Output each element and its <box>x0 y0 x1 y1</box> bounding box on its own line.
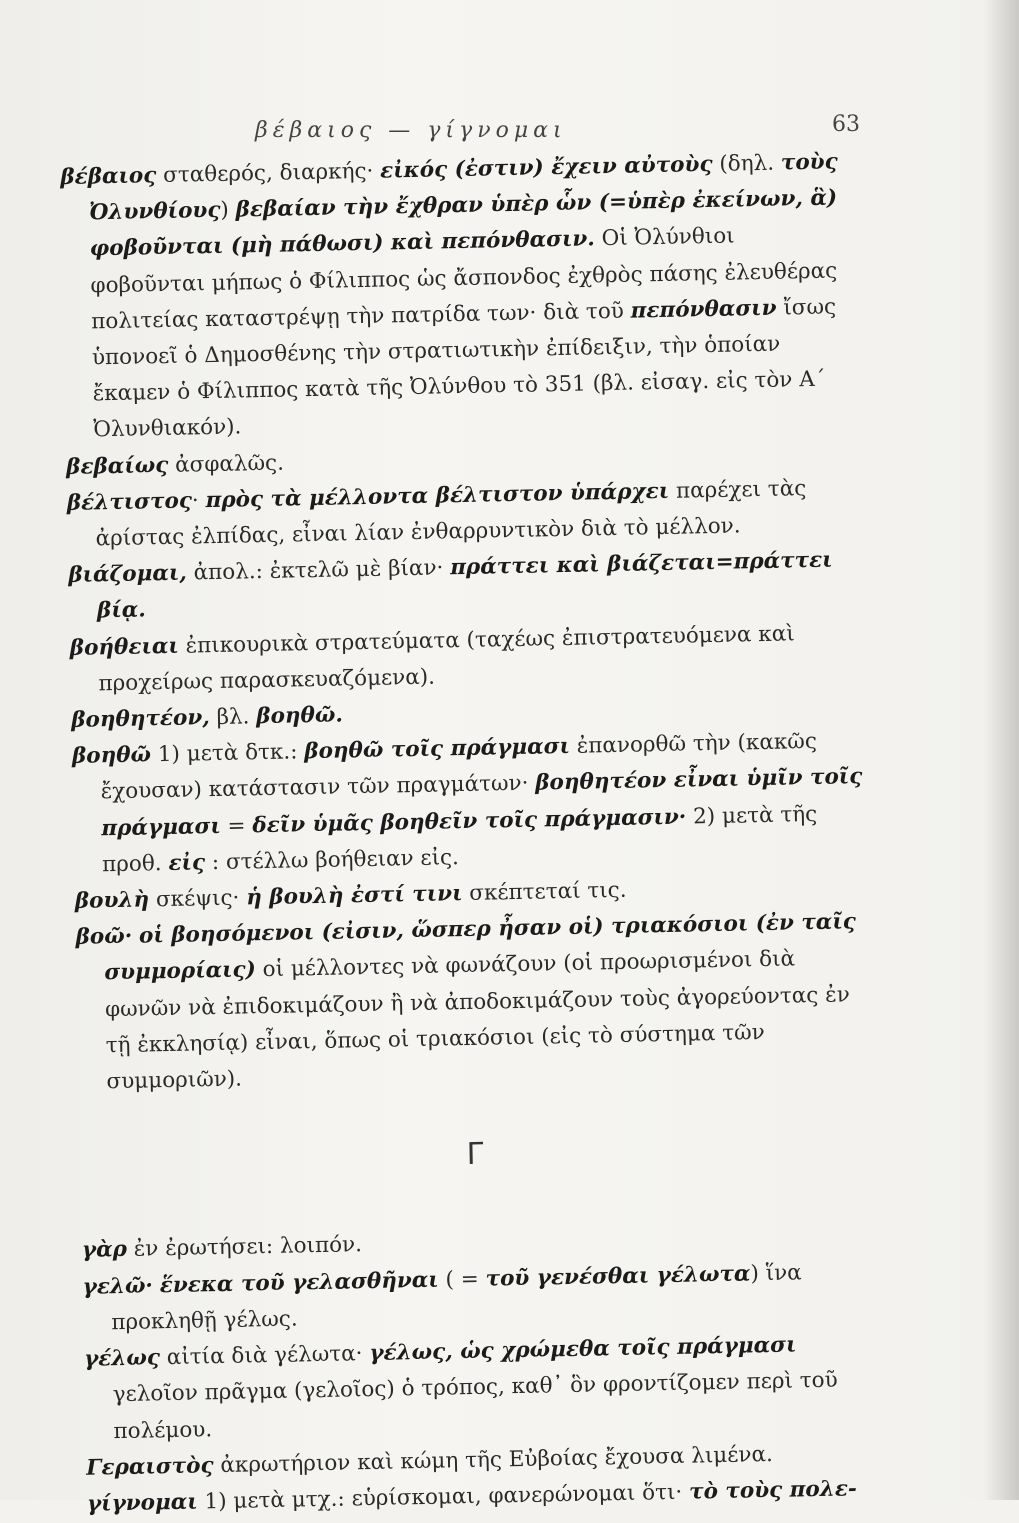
entry-quote: (=ὑπὲρ ἐκείνων, ἃ) <box>591 185 838 216</box>
section-letter-gamma: Γ <box>466 1136 484 1173</box>
entry-text: 1) μετὰ μτχ.: εὑρίσκομαι, φανερώνομαι ὅτι· <box>197 1479 690 1515</box>
entry-headword: γὰρ <box>81 1237 128 1264</box>
entry-headword: βουλὴ <box>74 887 150 914</box>
entry-quote: εἰκός (ἐστιν) ἔχειν αὐτοὺς <box>379 151 713 184</box>
entry-quote: γέλως, ὡς χρώμεθα τοῖς πράγμασι <box>369 1332 797 1367</box>
glossary-entry <box>60 144 856 449</box>
entry-headword: βέβαιος <box>60 163 157 190</box>
entry-quote: πρὸς τὰ μέλλοντα βέλτιστον ὑπάρχει <box>205 478 670 513</box>
entry-headword: βοῶ· <box>75 923 133 951</box>
entry-quote: πεπόνθασιν <box>630 295 777 324</box>
entry-text: παρέχει τὰς ἀρίστας ἐλπίδας, εἶναι λίαν ἐνθαρρυντικὸν διὰ τὸ μέλλον. <box>95 475 807 552</box>
entry-text: ) <box>220 197 236 223</box>
entry-text: σκέπτεταί τις. <box>462 877 627 907</box>
entry-text: γελοῖον πρᾶγμα (γελοῖος) ὁ τρόπος, καθ᾽ ὃν φροντίζομεν περὶ τοῦ πολέμου. <box>112 1367 838 1444</box>
glossary-entry <box>72 723 865 884</box>
entry-quote: φοβοῦνται (μὴ πάθωσι) καὶ πεπόνθασιν. <box>89 226 596 262</box>
entry-text: οἱ μέλλοντες νὰ φωνάζουν (οἱ προωρισμένοι διὰ φωνῶν νὰ ἐπιδοκιμάζουν ἢ νὰ ἀποδοκιμάζουν τοὺς ἀγορεύοντας ἐν τῇ ἐκκλησίᾳ) εἶναι, ὅπως οἱ τριακόσιοι (εἰς τὸ σύστημα τῶν συμμοριῶν). <box>104 946 851 1095</box>
entry-headword: γέλως <box>83 1345 161 1372</box>
entry-quote: δεῖν ὑμᾶς βοηθεῖν τοῖς πράγμασιν· <box>252 804 687 838</box>
entry-quote: οἱ βοησόμενοι (εἰσιν, ὥσπερ ἦσαν οἱ) τριακόσιοι (ἐν ταῖς συμμορίαις) <box>104 909 857 986</box>
entry-quote: βοηθῶ. <box>256 702 344 730</box>
glossary-entry <box>84 1326 876 1450</box>
entry-headword: βοήθειαι <box>69 633 180 661</box>
entry-text: σταθερός, διαρκής· <box>156 158 381 189</box>
entry-text: ( = <box>438 1266 486 1293</box>
entry-text: ἀπολ.: ἐκτελῶ μὲ βίαν· <box>186 555 451 586</box>
entry-text: = <box>220 812 253 839</box>
entry-text: βλ. <box>209 704 257 731</box>
entries-section-beta <box>60 144 869 1101</box>
entry-text: ) ἵνα προκληθῇ γέλως. <box>111 1260 802 1336</box>
glossary-body <box>60 144 877 1523</box>
glossary-entry <box>75 904 868 1101</box>
running-head: βέβαιος — γίγνομαι <box>255 118 567 143</box>
entry-quote: τοὺς Ὀλυνθίους <box>88 149 838 226</box>
entry-headword: Γεραιστὸς <box>86 1452 214 1481</box>
entry-quote: εἰς <box>168 850 206 876</box>
entry-quote: τοῦ γενέσθαι γέλωτα <box>485 1261 751 1292</box>
entry-headword: βοηθῶ <box>71 742 152 770</box>
entry-text: · <box>191 487 206 514</box>
entry-text: σκέψις· <box>148 885 247 913</box>
entry-headword: γελῶ· <box>82 1273 154 1300</box>
entry-text: αἰτία διὰ γέλωτα· <box>159 1341 370 1371</box>
entry-headword: βιάζομαι, <box>68 560 188 589</box>
entry-quote: τὸ τοὺς πολε- <box>688 1476 858 1505</box>
entry-text: : στέλλω βοήθειαν εἰς. <box>204 844 460 876</box>
entry-text: 2) μετὰ τῆς προθ. <box>101 801 818 878</box>
page-number: 63 <box>832 112 860 137</box>
entry-text: ἐν ἐρωτήσει: λοιπόν. <box>126 1232 363 1263</box>
entry-quote: ἡ βουλὴ ἐστί τινι <box>245 881 463 911</box>
entry-text: ἐπανορθῶ τὴν (κακῶς ἔχουσαν) κατάστασιν τῶν πραγμάτων· <box>100 729 818 805</box>
entry-quote: ἕνεκα τοῦ γελασθῆναι <box>159 1267 439 1298</box>
page-spine-shadow <box>983 0 1019 1500</box>
entry-headword: βοηθητέον, <box>70 705 210 733</box>
entry-headword: βέλτιστος <box>66 488 193 516</box>
entry-quote: βεβαίαν τὴν ἔχθραν ὑπὲρ ὧν <box>235 190 592 223</box>
entry-headword: βεβαίως <box>65 452 169 480</box>
entry-text: Οἱ Ὀλύνθιοι φοβοῦνται μήπως ὁ Φίλιππος ὡς ἄσπονδος ἐχθρὸς πάσης ἐλευθέρας πολιτείας καταστρέψῃ τὴν πατρίδα των· διὰ τοῦ <box>90 223 838 335</box>
entry-quote: πράττει καὶ βιάζεται=πράττει βίᾳ. <box>96 547 833 624</box>
entry-text: ἀκρωτήριον καὶ κώμη τῆς Εὐβοίας ἔχουσα λιμένα. <box>213 1441 774 1478</box>
entry-text: (δηλ. <box>712 150 782 177</box>
entry-quote: βοηθῶ τοῖς πράγμασι <box>304 734 571 765</box>
entry-quote: βοηθητέον εἶναι ὑμῖν τοῖς πράγμασι <box>101 764 863 841</box>
entry-text: ἴσως ὑπονοεῖ ὁ Δημοσθένης τὴν στρατιωτικὴν ἐπίδειξιν, τὴν ὁποίαν ἔκαμεν ὁ Φίλιππος κατὰ τῆς Ὀλύνθου τὸ 351 (βλ. εἰσαγ. εἰς τὸν Α´ Ὀλυνθιακόν). <box>91 294 837 443</box>
entry-text: ἐπικουρικὰ στρατεύματα (ταχέως ἐπιστρατευόμενα καὶ προχείρως παρασκευαζόμενα). <box>98 620 795 697</box>
entries-section-gamma <box>82 1217 878 1522</box>
entry-headword: γίγνομαι <box>86 1489 198 1517</box>
entry-text: ἀσφαλῶς. <box>168 450 285 478</box>
entry-text: 1) μετὰ δτκ.: <box>150 739 305 768</box>
